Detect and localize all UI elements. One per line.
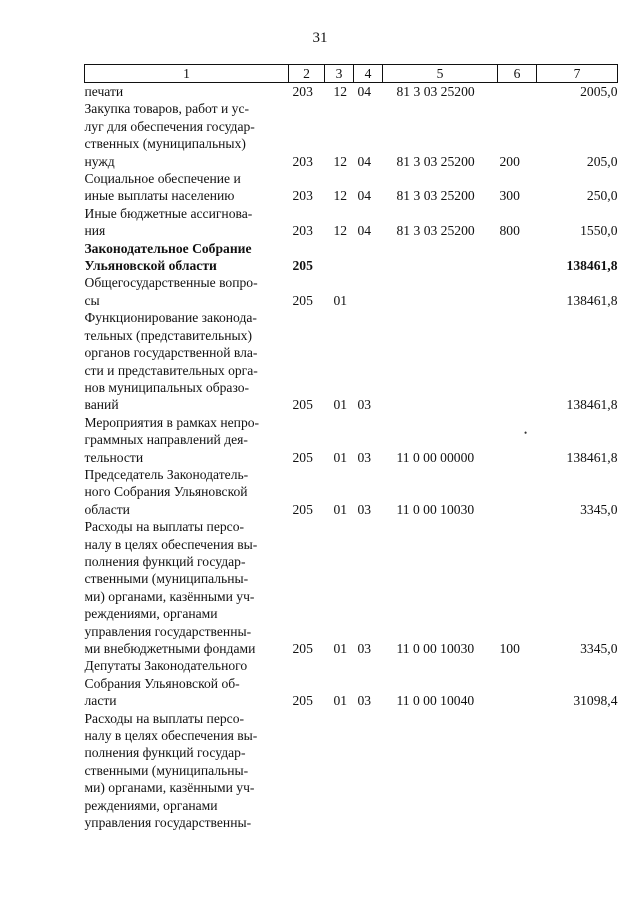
section-code: 203 [292, 84, 313, 99]
subsection2-code: 03 [357, 397, 372, 413]
row-name-line: Общегосударственные вопро- [84, 275, 258, 291]
amount: 138461,8 [566, 397, 618, 413]
amount: 138461,8 [566, 292, 618, 308]
expense-type-code [498, 710, 537, 832]
subsection-code: 12 [333, 84, 348, 99]
row-name-line: налу в целях обеспечения вы- [84, 536, 258, 552]
expense-type-code [498, 83, 537, 101]
expense-type-code [498, 414, 537, 466]
subsection-code: 12 [333, 188, 348, 204]
subsection-code: 01 [333, 397, 348, 413]
row-name-line: печати [84, 84, 124, 99]
amount: 2005,0 [580, 84, 618, 99]
table-row [85, 100, 618, 170]
row-name-line: Собрания Ульяновской об- [84, 675, 240, 691]
row-name-line: Расходы на выплаты персо- [84, 710, 245, 726]
section-code: 205 [292, 258, 313, 274]
expense-type-code: 200 [499, 153, 520, 169]
page-number: 31 [312, 30, 328, 46]
table-row [85, 170, 618, 205]
row-name-line: тельности [84, 449, 144, 465]
row-name-line: реждениями, органами [84, 606, 218, 622]
subsection2-code [354, 240, 383, 275]
row-name-line: Функционирование законода- [84, 310, 257, 326]
header-col-2: 2 [289, 65, 325, 83]
target-article-code [383, 710, 498, 832]
subsection-code: 01 [333, 641, 348, 656]
target-article-code: 81 3 03 25200 [396, 153, 475, 169]
row-name-line: управления государственны- [84, 623, 252, 639]
section-code: 205 [292, 693, 313, 709]
row-name-line: области [84, 501, 130, 517]
subsection-code: 01 [333, 449, 348, 465]
row-name [85, 518, 289, 657]
header-col-1: 1 [85, 65, 289, 83]
stray-mark: • [524, 428, 528, 438]
header-col-4: 4 [354, 65, 383, 83]
header-col-6: 6 [498, 65, 537, 83]
row-name-line: органов государственной вла- [84, 345, 258, 361]
section-code: 205 [292, 449, 313, 465]
row-name-line: Председатель Законодатель- [84, 466, 249, 482]
expense-type-code [498, 240, 537, 275]
expense-type-code [498, 657, 537, 709]
row-name-line: Ульяновской области [84, 258, 217, 274]
amount: 138461,8 [566, 258, 618, 274]
section-code: 205 [292, 397, 313, 413]
table-row [85, 240, 618, 275]
row-name-line: реждениями, органами [84, 797, 218, 813]
section-code: 203 [292, 188, 313, 204]
table-row [85, 710, 618, 832]
expense-type-code [498, 309, 537, 413]
subsection2-code: 04 [357, 84, 372, 99]
row-name-line: луг для обеспечения государ- [84, 118, 255, 134]
target-article-code [383, 309, 498, 413]
section-code [289, 710, 325, 832]
amount [537, 710, 618, 832]
expense-type-code [498, 274, 537, 309]
subsection-code: 01 [333, 693, 348, 709]
row-name-line: налу в целях обеспечения вы- [84, 728, 258, 744]
subsection2-code [354, 710, 383, 832]
header-col-3: 3 [325, 65, 354, 83]
row-name [85, 205, 289, 240]
table-row [85, 309, 618, 413]
row-name-line: ласти [84, 693, 117, 709]
target-article-code: 81 3 03 25200 [396, 188, 475, 204]
header-col-5: 5 [383, 65, 498, 83]
table-row [85, 83, 618, 101]
row-name [85, 83, 289, 101]
row-name-line: ственными (муниципальны- [84, 571, 249, 587]
table-row [85, 274, 618, 309]
subsection-code: 01 [333, 292, 348, 308]
row-name-line: сы [84, 292, 100, 308]
expense-type-code: 300 [499, 188, 520, 204]
subsection2-code: 03 [357, 501, 372, 517]
table-row [85, 414, 618, 466]
subsection-code: 12 [333, 223, 348, 239]
row-name-line: Социальное обеспечение и [84, 171, 241, 187]
row-name [85, 414, 289, 466]
expense-type-code: 800 [499, 223, 520, 239]
amount: 3345,0 [580, 641, 618, 656]
section-code: 203 [292, 223, 313, 239]
target-article-code: 81 3 03 25200 [396, 84, 475, 99]
subsection2-code: 04 [357, 223, 372, 239]
expense-type-code [498, 466, 537, 518]
expense-type-code: 100 [499, 641, 520, 656]
row-name [85, 710, 289, 832]
row-name-line: ственными (муниципальны- [84, 762, 249, 778]
row-name-line: Депутаты Законодательного [84, 658, 248, 674]
target-article-code [383, 240, 498, 275]
row-name-line: полнения функций государ- [84, 745, 246, 761]
row-name-line: ного Собрания Ульяновской [84, 484, 248, 500]
table-row [85, 205, 618, 240]
row-name-line: ваний [84, 397, 119, 413]
subsection-code: 01 [333, 501, 348, 517]
row-name-line: ния [84, 223, 106, 239]
header-row [85, 65, 618, 83]
row-name-line: ми) органами, казёнными уч- [84, 588, 255, 604]
target-article-code: 11 0 00 00000 [396, 449, 475, 465]
section-code: 205 [292, 641, 313, 656]
row-name-line: Расходы на выплаты персо- [84, 519, 245, 535]
row-name [85, 170, 289, 205]
subsection2-code [354, 274, 383, 309]
table-row [85, 518, 618, 657]
row-name-line: нов муниципальных образо- [84, 379, 250, 395]
row-name-line: ми) органами, казёнными уч- [84, 780, 255, 796]
row-name-line: сти и представительных орга- [84, 362, 258, 378]
budget-table [84, 64, 618, 831]
table-header [85, 65, 618, 83]
row-name-line: полнения функций государ- [84, 553, 246, 569]
table-row [85, 466, 618, 518]
subsection2-code: 03 [357, 693, 372, 709]
section-code: 203 [292, 153, 313, 169]
row-name-line: Мероприятия в рамках непро- [84, 414, 260, 430]
row-name-line: тельных (представительных) [84, 327, 252, 343]
subsection2-code: 03 [357, 449, 372, 465]
target-article-code: 11 0 00 10040 [396, 693, 475, 709]
row-name-line: Иные бюджетные ассигнова- [84, 205, 253, 221]
subsection2-code: 04 [357, 153, 372, 169]
row-name-line: ственных (муниципальных) [84, 136, 246, 152]
header-col-7: 7 [537, 65, 618, 83]
section-code: 205 [292, 292, 313, 308]
amount: 250,0 [586, 188, 618, 204]
table-body [85, 83, 618, 832]
amount: 138461,8 [566, 449, 618, 465]
row-name-line: ми внебюджетными фондами [84, 641, 256, 656]
amount: 1550,0 [580, 223, 618, 239]
subsection-code: 12 [333, 153, 348, 169]
subsection2-code: 03 [357, 641, 372, 656]
target-article-code: 11 0 00 10030 [396, 641, 475, 656]
amount: 31098,4 [573, 693, 618, 709]
row-name-line: граммных направлений дея- [84, 432, 248, 448]
row-name [85, 466, 289, 518]
amount: 3345,0 [580, 501, 618, 517]
row-name-line: Законодательное Собрание [84, 240, 252, 256]
table-row [85, 657, 618, 709]
row-name-line: нужд [84, 153, 115, 169]
row-name [85, 274, 289, 309]
target-article-code: 11 0 00 10030 [396, 501, 475, 517]
amount: 205,0 [586, 153, 618, 169]
subsection-code [325, 240, 354, 275]
subsection2-code: 04 [357, 188, 372, 204]
row-name [85, 657, 289, 709]
row-name [85, 240, 289, 275]
row-name-line: иные выплаты населению [84, 188, 235, 204]
row-name-line: управления государственны- [84, 815, 252, 831]
row-name [85, 309, 289, 413]
subsection-code [325, 710, 354, 832]
section-code: 205 [292, 501, 313, 517]
target-article-code [383, 274, 498, 309]
row-name-line: Закупка товаров, работ и ус- [84, 101, 250, 117]
row-name [85, 100, 289, 170]
target-article-code: 81 3 03 25200 [396, 223, 475, 239]
